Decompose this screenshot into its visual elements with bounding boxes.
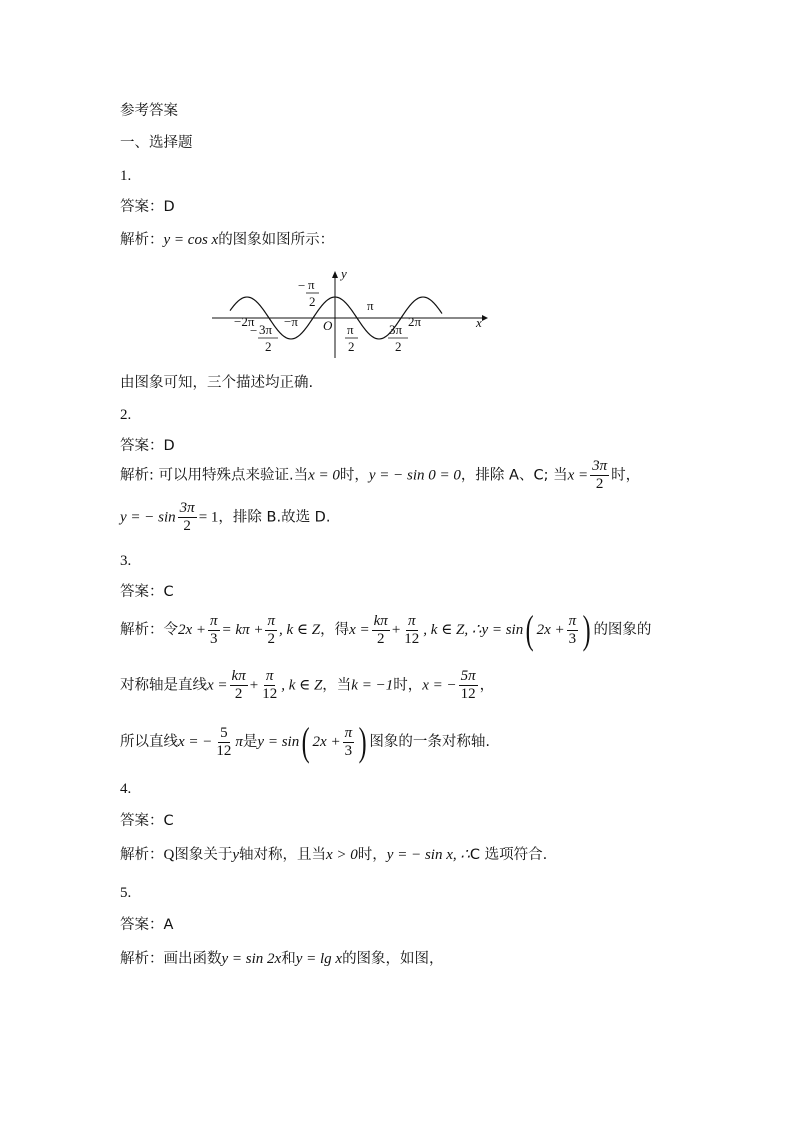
q5-explanation: 解析：画出函数y = sin 2x和y = lg x的图象，如图， bbox=[120, 951, 444, 967]
q3-line2: 对称轴是直线x = $\frac{k\pi}{2}$ + $\frac{\pi}{12}$ , k ∈ Z，当k = −1时，x = − $\frac{5\pi}{12}$ ， bbox=[120, 668, 495, 702]
q4-explanation: 解析：Q图象关于y轴对称，且当x > 0时，y = − sin x, ∴C 选项符合. bbox=[120, 847, 548, 863]
x-axis-label: x bbox=[476, 315, 482, 330]
q1-formula: y = cos x bbox=[163, 232, 219, 248]
tick-neg-3halfpi-num: 3π bbox=[259, 322, 273, 337]
fraction-3pi-over-2: $\frac{3\pi}{2}$ bbox=[179, 500, 195, 534]
tick-neg-2pi: −2π bbox=[234, 314, 255, 329]
q2-line2: y = − sin $\frac{3\pi}{2}$ = 1，排除 B.故选 D. bbox=[120, 500, 331, 534]
tick-neg-halfpi-num: π bbox=[308, 277, 315, 292]
tick-pi: π bbox=[367, 298, 374, 313]
tick-halfpi-den: 2 bbox=[348, 339, 355, 354]
fraction-3pi-over-2: $\frac{3\pi}{2}$ bbox=[592, 458, 608, 492]
tick-neg-3halfpi-minus: − bbox=[250, 323, 258, 338]
q2-answer: 答案：D bbox=[120, 438, 175, 454]
q1-answer: 答案：D bbox=[120, 199, 175, 215]
q4-answer: 答案：C bbox=[120, 813, 174, 829]
x-axis-arrow bbox=[482, 315, 488, 321]
y-axis-arrow bbox=[332, 271, 338, 278]
q1-conclusion: 由图象可知，三个描述均正确. bbox=[120, 375, 314, 391]
q2-line1: 解析: 可以用特殊点来验证.当x = 0时，y = − sin 0 = 0，排除 A、C; 当x = $\frac{3\pi}{2}$ 时， bbox=[120, 458, 641, 492]
tick-3halfpi-num: 3π bbox=[389, 322, 403, 337]
tick-3halfpi-den: 2 bbox=[395, 339, 402, 354]
q5-answer: 答案：A bbox=[120, 917, 174, 933]
tick-neg-3halfpi-den: 2 bbox=[265, 339, 272, 354]
y-axis-label: y bbox=[341, 268, 347, 281]
q5-number: 5. bbox=[120, 885, 132, 901]
tick-neg-halfpi-minus: − bbox=[298, 278, 306, 293]
origin-label: O bbox=[323, 318, 333, 333]
section-title: 一、选择题 bbox=[120, 135, 193, 151]
q2-number: 2. bbox=[120, 407, 132, 423]
tick-neg-halfpi-den: 2 bbox=[309, 294, 316, 309]
q1-explanation: 解析：y = cos x的图象如图所示： bbox=[120, 232, 335, 248]
cosine-graph bbox=[210, 268, 490, 358]
q1-number: 1. bbox=[120, 168, 132, 184]
q3-line3: 所以直线x = − $\frac{5}{12}$ π是y = sin ( 2x + $\frac{\pi}{3}$ ) 图象的一条对称轴. bbox=[120, 719, 491, 764]
q3-answer: 答案：C bbox=[120, 584, 174, 600]
tick-neg-pi: −π bbox=[284, 314, 298, 329]
q3-number: 3. bbox=[120, 553, 132, 569]
q3-line1: 解析：令2x + $\frac{\pi}{3}$ = kπ + $\frac{\pi}{2}$ , k ∈ Z，得x = $\frac{k\pi}{2}$ + $\frac{\pi}{12}$ , k ∈ Z, ∴y = sin ( 2x + $\frac{\pi}{3}$ ) 的图象的 bbox=[120, 607, 652, 652]
tick-2pi: 2π bbox=[408, 314, 422, 329]
q4-number: 4. bbox=[120, 781, 132, 797]
answers-title: 参考答案 bbox=[120, 103, 178, 119]
tick-halfpi-num: π bbox=[347, 322, 354, 337]
